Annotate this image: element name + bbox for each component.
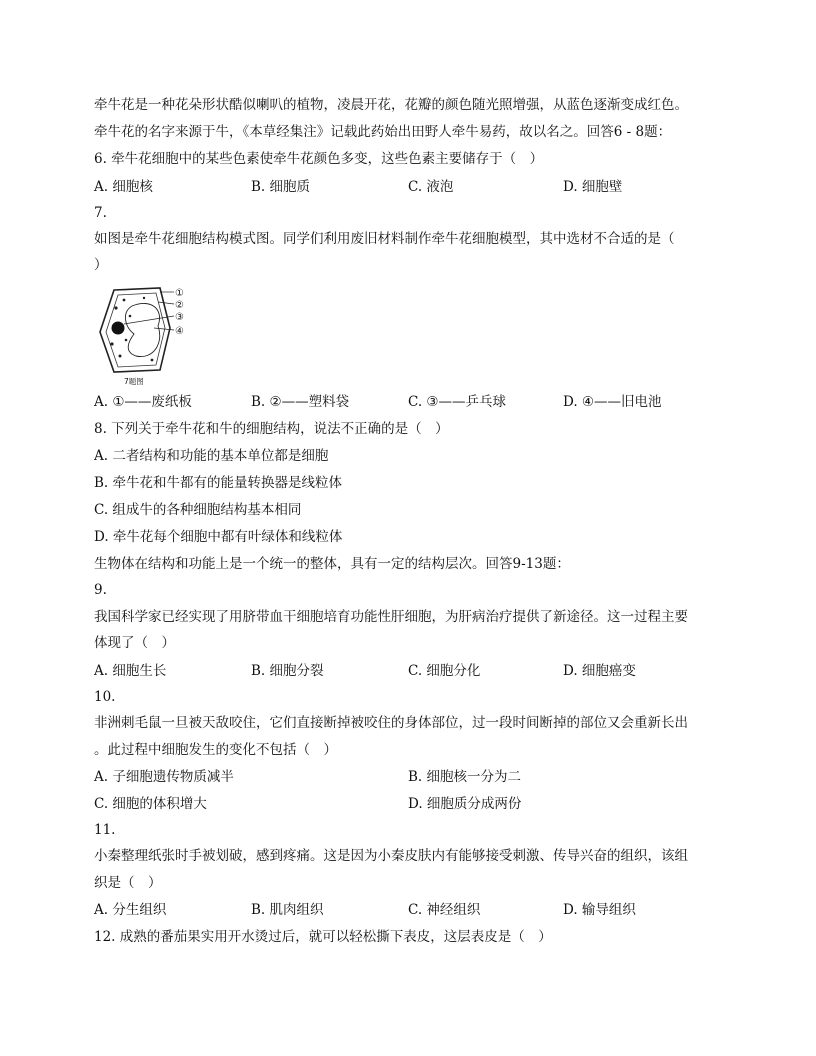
q7-option-c: C. ③——乒乓球: [408, 394, 507, 410]
q7-option-d: D. ④——旧电池: [563, 394, 662, 410]
q6-option-a: A. 细胞核: [94, 179, 153, 195]
q6-option-d: D. 细胞壁: [563, 179, 623, 195]
q11-stem-line-2: 织是（ ）: [94, 875, 162, 891]
q6-option-b: B. 细胞质: [251, 179, 311, 195]
q7-option-b: B. ②——塑料袋: [251, 394, 350, 410]
q7-option-a: A. ①——废纸板: [94, 394, 192, 410]
q12-stem: 12. 成熟的番茄果实用开水烫过后，就可以轻松撕下表皮，这层表皮是（ ）: [94, 929, 552, 945]
q7-stem-line-2: ）: [94, 257, 108, 273]
intro-line-2: 牵牛花的名字来源于牛，《本草经集注》记载此药始出田野人牵牛易药，故以名之。回答6 - 8题：: [94, 124, 672, 140]
q8-option-d: D. 牵牛花每个细胞中都有叶绿体和线粒体: [94, 529, 343, 545]
plant-cell-svg: [94, 284, 194, 388]
nucleus-shape: [112, 322, 125, 335]
q11-option-d: D. 输导组织: [563, 902, 636, 918]
q7-stem-line-1: 如图是牵牛花细胞结构模式图。同学们利用废旧材料制作牵牛花细胞模型，其中选材不合适的是（: [94, 231, 675, 247]
q9-stem-line-2: 体现了（ ）: [94, 635, 175, 651]
intro-2: 生物体在结构和功能上是一个统一的整体，具有一定的结构层次。回答9-13题：: [94, 556, 570, 572]
q9-option-c: C. 细胞分化: [408, 663, 481, 679]
q8-option-b: B. 牵牛花和牛都有的能量转换器是线粒体: [94, 475, 343, 491]
q9-option-a: A. 细胞生长: [94, 663, 167, 679]
q10-option-c: C. 细胞的体积增大: [94, 796, 207, 812]
q8-option-c: C. 组成牛的各种细胞结构基本相同: [94, 502, 302, 518]
q11-stem-line-1: 小秦整理纸张时手被划破，感到疼痛。这是因为小秦皮肤内有能够接受刺激、传导兴奋的组织，该组: [94, 848, 688, 864]
q6-option-c: C. 液泡: [408, 179, 454, 195]
intro-line-1: 牵牛花是一种花朵形状酷似喇叭的植物，凌晨开花，花瓣的颜色随光照增强，从蓝色逐渐变成红色。: [94, 97, 688, 113]
figure-label-1: ①: [175, 288, 184, 299]
figure-label-4: ④: [175, 326, 184, 337]
vacuole-outline: [125, 303, 159, 356]
q11-option-a: A. 分生组织: [94, 902, 167, 918]
q10-option-d: D. 细胞质分成两份: [408, 796, 522, 812]
q11-option-c: C. 神经组织: [408, 902, 481, 918]
q9-stem-line-1: 我国科学家已经实现了用脐带血干细胞培育功能性肝细胞，为肝病治疗提供了新途径。这一过程主要: [94, 609, 688, 625]
q10-option-a: A. 子细胞遗传物质减半: [94, 769, 234, 785]
q10-stem-line-1: 非洲刺毛鼠一旦被天敌咬住，它们直接断掉被咬住的身体部位，过一段时间断掉的部位又会重新长出: [94, 715, 688, 731]
figure-caption: 7题图: [124, 377, 144, 386]
q8-stem: 8. 下列关于牵牛花和牛的细胞结构，说法不正确的是（ ）: [94, 421, 449, 437]
q7-number: 7.: [94, 205, 107, 221]
q9-number: 9.: [94, 582, 107, 598]
q11-number: 11.: [94, 822, 116, 838]
q8-option-a: A. 二者结构和功能的基本单位都是细胞: [94, 448, 329, 464]
q9-option-b: B. 细胞分裂: [251, 663, 324, 679]
q11-option-b: B. 肌肉组织: [251, 902, 324, 918]
q10-stem-line-2: 。此过程中细胞发生的变化不包括（ ）: [94, 742, 337, 758]
q9-option-d: D. 细胞癌变: [563, 663, 636, 679]
plant-cell-diagram: [94, 284, 194, 388]
figure-label-2: ②: [175, 300, 184, 311]
figure-label-3: ③: [175, 312, 184, 323]
q10-number: 10.: [94, 689, 116, 705]
q6-stem: 6. 牵牛花细胞中的某些色素使牵牛花颜色多变，这些色素主要储存于（ ）: [94, 151, 544, 167]
q10-option-b: B. 细胞核一分为二: [408, 769, 522, 785]
